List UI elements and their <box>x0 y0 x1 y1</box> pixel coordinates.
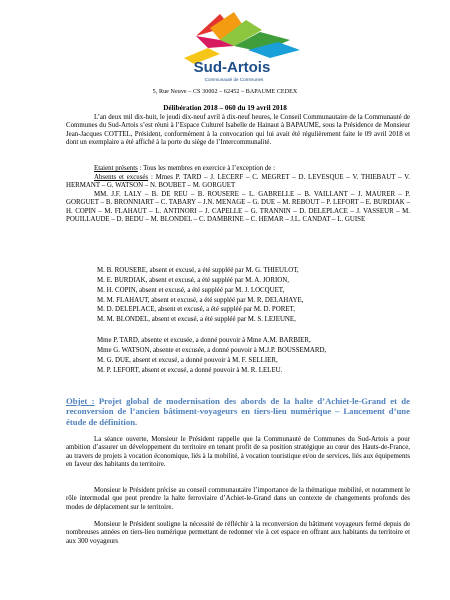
objet-heading <box>66 396 410 428</box>
list-item: M. D. DELEPLACE, absent et excusé, a été suppléé par M. D. PORET, <box>97 306 295 314</box>
presents-text: : Tous les membres en exercice à l’exception de : <box>137 165 275 172</box>
list-item: M. H. COPIN, absent et excusé, a été suppléé par M. J. LOCQUET, <box>97 286 285 294</box>
sud-artois-logo <box>150 10 310 88</box>
intro-paragraph: L’an deux mil dix-huit, le jeudi dix-neuf avril à dix-neuf heures, le Conseil Communautaire de la Communauté de Communes du Sud-Artois s’est réuni à l’Espace Culturel Isabelle de Hainaut à BAPAUME, sous la Présidence de Monsieur Jean-Jacques COTTEL, Président, conformément à la convocation qui lui avait été régulièrement faite le 09 avril 2018 et dont un exemplaire a été affiché à la porte du siège de l’Intercommunalité. <box>66 114 410 147</box>
list-item: Mme G. WATSON, absente et excusée, a donné pouvoir à M.J.P. BOUSSEMARD, <box>97 346 327 354</box>
proxies-list <box>97 336 397 375</box>
list-item: M. M. FLAHAUT, absent et excusé, a été suppléé par M. R. DELAHAYE, <box>97 296 304 304</box>
list-item: Mme P. TARD, absente et excusée, a donné pouvoir à Mme A.M. BARBIER, <box>97 337 311 344</box>
body-paragraph-3: Monsieur le Président souligne la nécessité de réfléchir à la reconversion du bâtiment voyageurs fermé depuis de nombreuses années en tiers-lieu numérique permettant de redonner vie à cet espace en offrant aux habitants du territoire et aux 300 voyageurs <box>66 521 410 545</box>
absents-paragraph <box>66 174 410 191</box>
list-item: M. B. ROUSERE, absent et excusé, a été suppléé par M. G. THIEULOT, <box>97 267 299 274</box>
deliberation-title: Délibération 2018 – 060 du 19 avril 2018 <box>163 104 287 112</box>
logo-subtitle: Communauté de Communes <box>204 77 264 82</box>
presents-label: Etaient présents <box>94 165 138 172</box>
presents-line <box>66 165 410 173</box>
objet-text: Projet global de modernisation des abords de la halte d’Achiet-le-Grand et de reconversion de l’ancien bâtiment-voyageurs en tiers-lieu numérique – Lancement d’une étude de définition. <box>66 395 410 427</box>
absents-label: Absents et excusés <box>94 174 149 181</box>
list-item: M. G. DUE, absent et excusé, a donné pouvoir à M. F. SELLIER, <box>97 356 278 364</box>
logo-wordmark: Sud-Artois <box>193 59 271 76</box>
body-paragraph-1: La séance ouverte, Monsieur le Président rappelle que la Communauté de Communes du Sud-Artois a pour ambition d’assurer un développement du territoire en tenant profit de sa position stratégique au cœur des Hauts-de-France, au travers de projets à vocation économique, liés à la mobilité, à vocation touristique et/ou de services, liés aux équipements en faveur des habitants du territoire. <box>66 436 410 469</box>
absents-men-paragraph: MM. J.F. LALY – B. DE REU – B. ROUSERE – L. GABRELLE – B. VAILLANT – J. MAURER – P. GORGUET – B. BRONNIART – C. TABARY – J.N. MENAGE – G. DUE – M. REBOUT – P. LEFORT – E. BURDIAK – H. COPIN – M. FLAHAUT – L. ANTINORI – J. CAPELLE – G. TRANNIN – D. DELEPLACE – J. VASSEUR – M. POUILLAUDE – D. BEDU – M. BLONDEL – C. DAMBRINE – C. HEMAR – J.L. CANDAT – L. GUISE <box>66 191 410 224</box>
list-item: M. E. BURDIAK, absent et excusé, a été suppléé par M. A. JORION, <box>97 276 289 284</box>
body-paragraph-2: Monsieur le Président précise au conseil communautaire l’importance de la thématique mobilité, et notamment le rôle intermodal que peut prendre la halte ferroviaire d’Achiet-le-Grand dans un contexte de changements profonds des modes de déplacement sur le territoire. <box>66 487 410 511</box>
objet-label: Objet : <box>66 395 95 406</box>
list-item: M. M. BLONDEL, absent et excusé, a été suppléé par M. S. LEJEUNE, <box>97 316 296 324</box>
absents-text: : Mmes P. TARD – J. LECERF – C. MEGRET – D. LEVESQUE – V. THIEBAUT – V. HERMANT – G. WATSON – N. BOUBET – M. GORGUET <box>66 174 410 190</box>
address-line: 5, Rue Neuve – CS 30002 – 62452 – BAPAUME CEDEX <box>152 89 298 95</box>
list-item: M. P. LEFORT, absent et excusé, a donné pouvoir à M. R. LELEU. <box>97 366 283 374</box>
substitutes-list <box>97 266 397 325</box>
